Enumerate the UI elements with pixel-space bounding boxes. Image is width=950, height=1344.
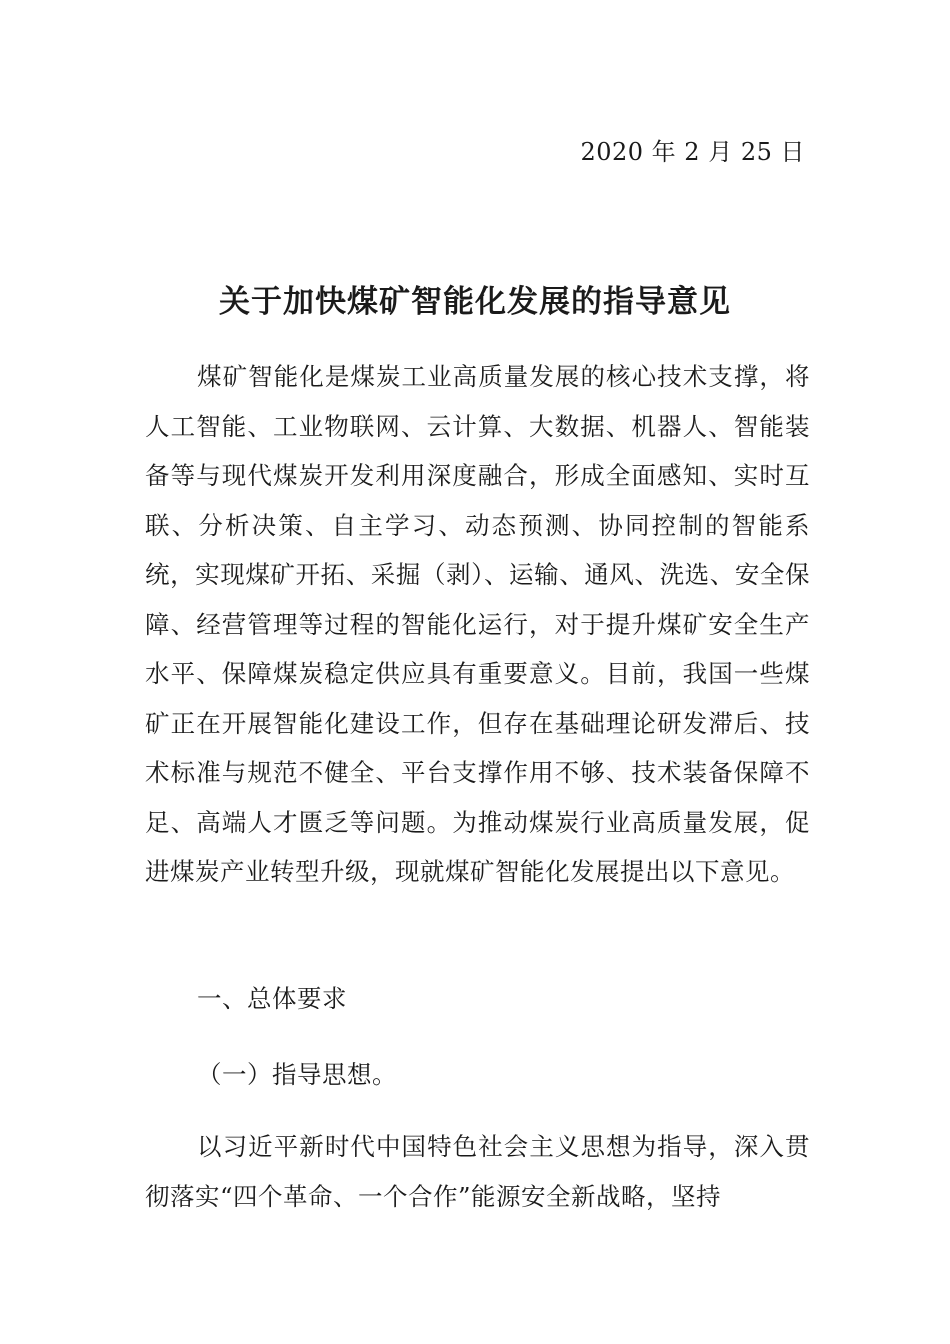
intro-paragraph: 煤矿智能化是煤炭工业高质量发展的核心技术支撑，将人工智能、工业物联网、云计算、大数据、机器人、智能装备等与现代煤炭开发利用深度融合，形成全面感知、实时互联、分析决策、自主学习、动态预测、协同控制的智能系统，实现煤矿开拓、采掘（剥）、运输、通风、洗选、安全保障、经营管理等过程的智能化运行，对于提升煤矿安全生产水平、保障煤炭稳定供应具有重要意义。目前，我国一些煤矿正在开展智能化建设工作，但存在基础理论研发滞后、技术标准与规范不健全、平台支撑作用不够、技术装备保障不足、高端人才匮乏等问题。为推动煤炭行业高质量发展，促进煤炭产业转型升级，现就煤矿智能化发展提出以下意见。 bbox=[145, 362, 810, 886]
subsection-heading: （一）指导思想。 bbox=[197, 1060, 397, 1089]
section-heading: 一、总体要求 bbox=[197, 984, 347, 1013]
document-date: 2020 年 2 月 25 日 bbox=[580, 138, 805, 166]
guiding-paragraph: 以习近平新时代中国特色社会主义思想为指导，深入贯彻落实“四个革命、一个合作”能源安全新战略，坚持 bbox=[145, 1132, 810, 1211]
document-title: 关于加快煤矿智能化发展的指导意见 bbox=[219, 284, 731, 320]
